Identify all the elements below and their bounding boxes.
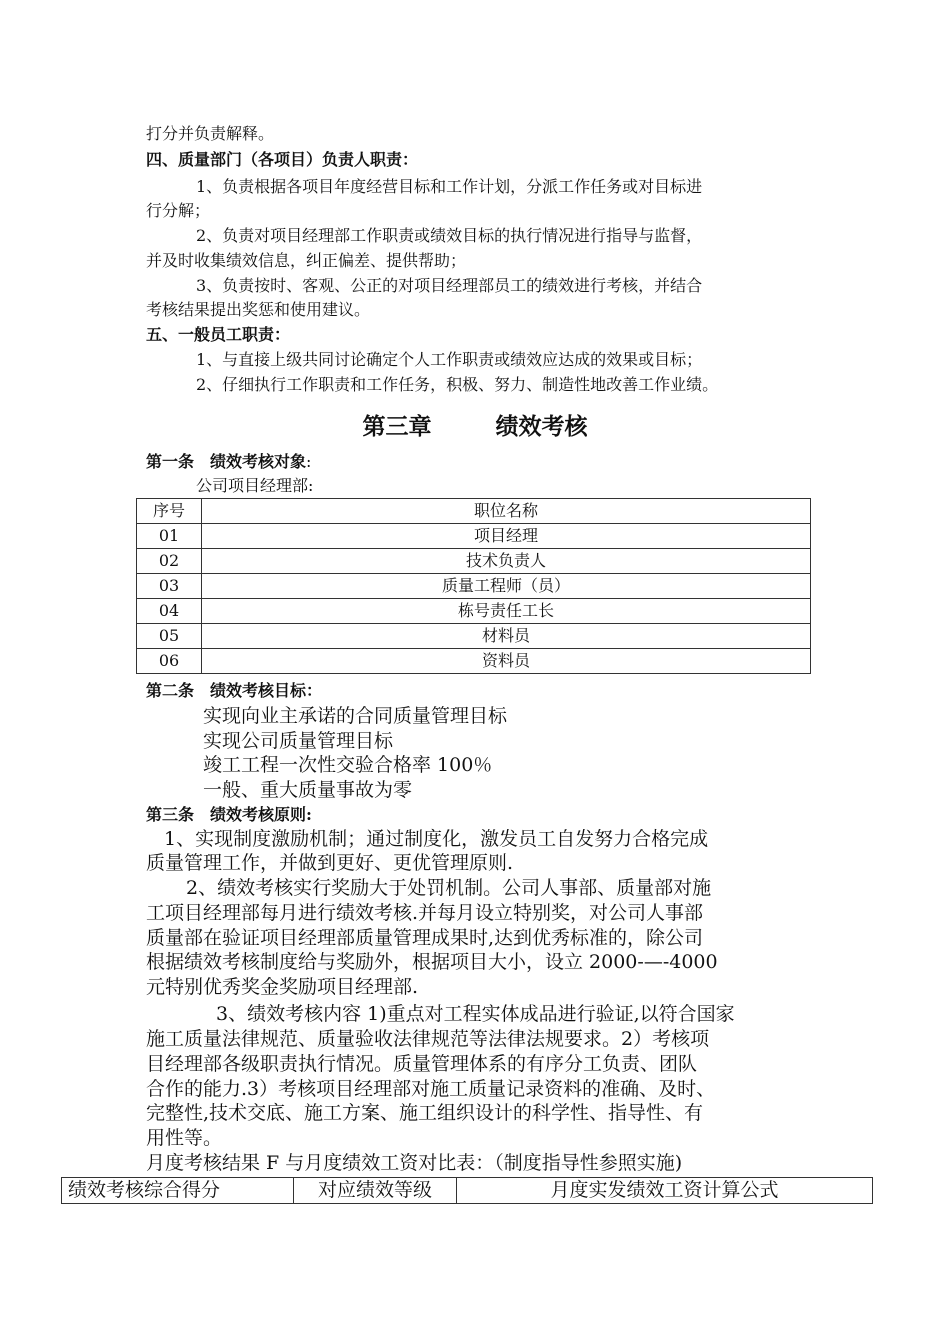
goal-item: 一般、重大质量事故为零: [203, 779, 413, 801]
text-line: 目经理部各级职责执行情况。质量管理体系的有序分工负责、团队: [146, 1053, 698, 1075]
text-line: 2、绩效考核实行奖励大于处罚机制。公司人事部、质量部对施: [186, 877, 712, 899]
text-line: 1、与直接上级共同讨论确定个人工作职责或绩效应达成的效果或目标；: [196, 350, 703, 369]
text-line: 工项目经理部每月进行绩效考核.并每月设立特别奖，对公司人事部: [146, 902, 704, 924]
text-line: 3、绩效考核内容 1)重点对工程实体成品进行验证,以符合国家: [216, 1003, 735, 1025]
table-header-row: [137, 499, 811, 524]
article-title: 第三条 绩效考核原则:: [146, 805, 312, 824]
table-row: [137, 549, 811, 574]
text-line: 1、负责根据各项目年度经营目标和工作计划，分派工作任务或对目标进: [196, 177, 703, 196]
table-cell: 04: [137, 599, 202, 624]
table-cell: 技术负责人: [202, 549, 811, 574]
header-cell: 绩效考核综合得分: [62, 1178, 294, 1204]
table-cell: 项目经理: [202, 524, 811, 549]
table-caption: 公司项目经理部:: [196, 476, 314, 495]
text-line: 并及时收集绩效信息，纠正偏差、提供帮助；: [146, 251, 467, 270]
table-cell: 01: [137, 524, 202, 549]
text-line: 质量管理工作，并做到更好、更优管理原则.: [146, 852, 514, 874]
article-heading: [146, 450, 311, 474]
goal-item: 实现向业主承诺的合同质量管理目标: [203, 705, 508, 727]
text-line: 元特别优秀奖金奖励项目经理部.: [146, 976, 419, 998]
table-cell: 02: [137, 549, 202, 574]
section-heading: 五、一般员工职责：: [146, 325, 291, 344]
table-cell: 03: [137, 574, 202, 599]
table-cell: 06: [137, 649, 202, 674]
text-line: 根据绩效考核制度给与奖励外，根据项目大小，设立 2000-—-4000: [146, 951, 718, 973]
chapter-title: [0, 408, 950, 441]
goal-item: 实现公司质量管理目标: [203, 730, 394, 752]
text-line: 施工质量法律规范、质量验收法律规范等法律法规要求。2）考核项: [146, 1028, 710, 1050]
table-caption: 月度考核结果 F 与月度绩效工资对比表：（制度指导性参照实施): [146, 1152, 683, 1174]
text-line: 2、负责对项目经理部工作职责或绩效目标的执行情况进行指导与监督，: [196, 226, 703, 245]
table-cell: 质量工程师（员）: [202, 574, 811, 599]
position-table: [136, 498, 811, 674]
header-cell: 序号: [137, 499, 202, 524]
article-colon: :: [306, 452, 312, 471]
chapter-name: 绩效考核: [495, 413, 588, 440]
table-row: [137, 649, 811, 674]
text-line: 质量部在验证项目经理部质量管理成果时,达到优秀标准的，除公司: [146, 927, 704, 949]
text-line: 1、实现制度激励机制；通过制度化，激发员工自发努力合格完成: [164, 828, 709, 850]
article-title: 第一条 绩效考核对象: [146, 452, 307, 471]
table-cell: 材料员: [202, 624, 811, 649]
table-cell: 资料员: [202, 649, 811, 674]
table-row: [137, 574, 811, 599]
article-title: 第二条 绩效考核目标：: [146, 681, 323, 700]
table-row: [137, 524, 811, 549]
goal-item: 竣工工程一次性交验合格率 100％: [203, 754, 493, 776]
chapter-number: 第三章: [362, 413, 432, 440]
text-line: 打分并负责解释。: [146, 124, 275, 143]
text-line: 3、负责按时、客观、公正的对项目经理部员工的绩效进行考核，并结合: [196, 276, 703, 295]
table-cell: 05: [137, 624, 202, 649]
salary-table: [61, 1177, 873, 1204]
text-line: 考核结果提出奖惩和使用建议。: [146, 300, 371, 319]
text-line: 行分解；: [146, 201, 211, 220]
table-cell: 栋号责任工长: [202, 599, 811, 624]
header-cell: 对应绩效等级: [294, 1178, 457, 1204]
section-heading: 四、质量部门（各项目）负责人职责：: [146, 150, 419, 169]
table-row: [137, 624, 811, 649]
header-cell: 月度实发绩效工资计算公式: [457, 1178, 873, 1204]
text-line: 合作的能力.3）考核项目经理部对施工质量记录资料的准确、及时、: [146, 1078, 716, 1100]
text-line: 2、仔细执行工作职责和工作任务，积极、努力、制造性地改善工作业绩。: [196, 375, 719, 394]
text-line: 用性等。: [146, 1127, 223, 1149]
table-row: [137, 599, 811, 624]
table-header-row: [62, 1178, 873, 1204]
header-cell: 职位名称: [202, 499, 811, 524]
text-line: 完整性,技术交底、施工方案、施工组织设计的科学性、指导性、有: [146, 1102, 704, 1124]
